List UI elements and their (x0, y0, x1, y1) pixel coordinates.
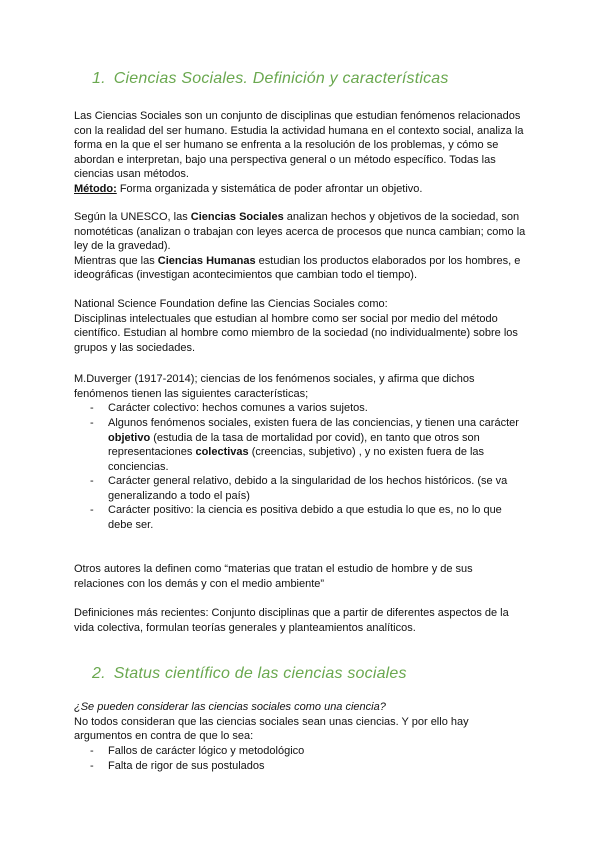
list-bullet: - (90, 504, 94, 516)
paragraph-definiciones-recientes (74, 606, 534, 635)
list-bullet: - (90, 745, 94, 757)
bold-term: objetivo (108, 431, 151, 444)
list-item: Falta de rigor de sus postulados (108, 760, 265, 772)
text-line: conciencias. (108, 460, 169, 473)
text-line: fenómenos tienen las siguientes características; (74, 387, 309, 400)
text-line: ciencias usan métodos. (74, 168, 189, 181)
metodo-label: Método: (74, 182, 117, 195)
text-line: ley de la gravedad). (74, 240, 171, 253)
list-item (108, 474, 507, 503)
section-number: 1. (92, 70, 106, 87)
section-number: 2. (92, 665, 106, 682)
text-line: científico. Estudian al hombre como miembro de la sociedad (no individualmente) sobre los (74, 327, 518, 340)
question-line: ¿Se pueden considerar las ciencias sociales como una ciencia? (74, 701, 386, 713)
text-span: (estudia de la tasa de mortalidad por covid), en tanto que otros son (150, 431, 480, 444)
bold-term: Ciencias Humanas (157, 254, 256, 267)
text-line: vida colectiva, formulan teorías generales y planteamientos analíticos. (74, 621, 416, 634)
text-line: Algunos fenómenos sociales, existen fuera de las conciencias, y tienen una carácter (108, 417, 519, 429)
text-line (108, 445, 519, 460)
paragraph-duverger (74, 372, 534, 401)
list-bullet: - (90, 402, 94, 414)
text-line: No todos consideran que las ciencias sociales sean unas ciencias. Y por ello hay (74, 715, 469, 728)
text-line: grupos y las sociedades. (74, 341, 196, 354)
text-line: Otros autores la definen como “materias que tratan el estudio de hombre y de sus (74, 563, 473, 575)
text-line: generalizando a todo el país) (108, 489, 250, 502)
text-span: representaciones (108, 446, 196, 459)
text-line: abordan e interpretan, bajo una perspectiva general o un método específico. Todas las (74, 153, 496, 166)
text-line: relaciones con los demás y con el medio ambiente” (74, 577, 325, 590)
list-item: Carácter colectivo: hechos comunes a varios sujetos. (108, 402, 368, 414)
text-line: forma en la que el ser humano se enfrenta a la resolución de los problemas, y cómo se (74, 139, 499, 152)
metodo-line (74, 182, 534, 197)
text-span: Mientras que las (74, 254, 158, 267)
text-line: nomotéticas (analizan o trabajan con leyes acerca de procesos que nunca cambian; como la (74, 225, 526, 238)
text-line (74, 254, 534, 269)
list-item: Fallos de carácter lógico y metodológico (108, 745, 305, 757)
section-heading-1 (92, 70, 449, 88)
text-line: ideográficas (investigan acontecimientos que cambian todo el tiempo). (74, 269, 418, 282)
text-line: con la realidad del ser humano. Estudia la actividad humana en el contexto social, analiza la (74, 124, 524, 137)
text-line: Definiciones más recientes: Conjunto disciplinas que a partir de diferentes aspectos de la (74, 607, 509, 619)
text-line (108, 431, 519, 446)
text-line: argumentos en contra de que lo sea: (74, 730, 254, 743)
text-line: National Science Foundation define las Ciencias Sociales como: (74, 298, 388, 310)
paragraph-status (74, 700, 534, 744)
paragraph-unesco (74, 210, 534, 283)
list-item (108, 416, 519, 474)
bold-term: colectivas (195, 446, 249, 459)
text-span: analizan hechos y objetivos de la sociedad, son (283, 211, 520, 223)
text-span: estudian los productos elaborados por los hombres, e (255, 254, 521, 267)
text-line: M.Duverger (1917-2014); ciencias de los fenómenos sociales, y afirma que dichos (74, 373, 475, 385)
section-title: Ciencias Sociales. Definición y características (113, 70, 449, 87)
list-item (108, 503, 502, 532)
text-line: Carácter general relativo, debido a la singularidad de los hechos históricos. (se va (108, 475, 508, 487)
list-bullet: - (90, 417, 94, 429)
text-line: Las Ciencias Sociales son un conjunto de disciplinas que estudian fenómenos relacionados (74, 110, 521, 122)
metodo-text: Forma organizada y sistemática de poder afrontar un objetivo. (116, 182, 423, 195)
list-bullet: - (90, 475, 94, 487)
paragraph-definition (74, 109, 534, 197)
text-span: (creencias, subjetivo) , y no existen fuera de las (248, 446, 485, 459)
text-line: Carácter positivo: la ciencia es positiva debido a que estudia lo que es, no lo que (108, 504, 502, 516)
section-heading-2 (92, 665, 407, 683)
paragraph-otros-autores (74, 562, 534, 591)
text-span: Según la UNESCO, las (74, 211, 191, 223)
text-line: Disciplinas intelectuales que estudian al hombre como ser social por medio del método (74, 312, 498, 325)
section-title: Status científico de las ciencias sociales (113, 665, 407, 682)
text-line: debe ser. (108, 518, 154, 531)
text-line (74, 210, 534, 225)
list-bullet: - (90, 760, 94, 772)
paragraph-nsf (74, 297, 534, 355)
bold-term: Ciencias Sociales (190, 211, 284, 223)
